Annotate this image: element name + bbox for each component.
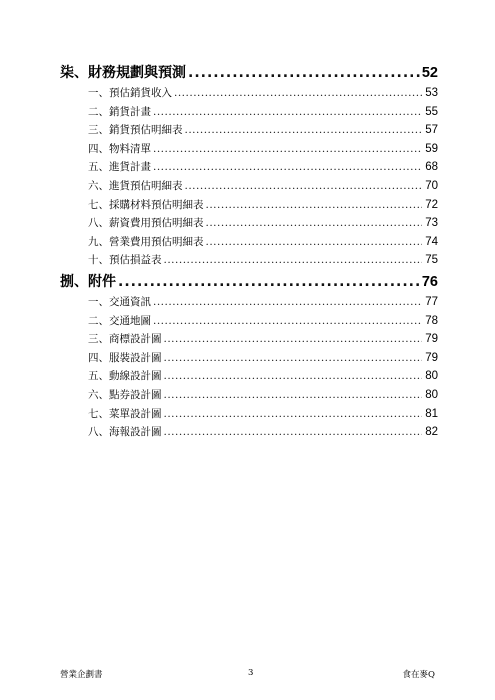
- table-of-contents: [60, 62, 438, 443]
- entry-label: 三、商標設計圖: [88, 333, 162, 346]
- dot-leader: [153, 143, 422, 155]
- dot-leader: [164, 426, 423, 438]
- dot-leader: [206, 236, 423, 248]
- footer-page-number: 3: [248, 668, 254, 678]
- toc-entry[interactable]: [60, 313, 438, 332]
- section-page-number: 52: [421, 65, 438, 81]
- dot-leader: [153, 315, 422, 327]
- toc-entry[interactable]: [60, 141, 438, 160]
- dot-leader: [188, 65, 420, 81]
- toc-entry[interactable]: [60, 178, 438, 197]
- dot-leader: [164, 408, 423, 420]
- entry-page-number: 82: [425, 426, 438, 439]
- entry-label: 七、採購材料預估明細表: [88, 198, 204, 211]
- dot-leader: [153, 296, 422, 308]
- entry-label: 一、預估銷貨收入: [88, 87, 172, 99]
- toc-entry[interactable]: [60, 331, 438, 350]
- dot-leader: [118, 274, 420, 290]
- entry-label: 八、海報設計圖: [88, 426, 162, 439]
- entry-label: 十、預估損益表: [88, 254, 162, 267]
- dot-leader: [164, 333, 423, 345]
- dot-leader: [185, 124, 423, 136]
- toc-entry[interactable]: [60, 234, 438, 253]
- section-title: 捌、附件: [60, 273, 116, 290]
- toc-entry[interactable]: [60, 215, 438, 234]
- toc-entry[interactable]: [60, 424, 438, 443]
- footer-document-title: 營業企劃書: [60, 670, 103, 680]
- entry-page-number: 80: [425, 370, 438, 383]
- entry-page-number: 77: [425, 295, 438, 308]
- entry-label: 八、薪資費用預估明細表: [88, 217, 204, 230]
- entry-page-number: 73: [425, 217, 438, 230]
- entry-label: 六、進貨預估明細表: [88, 179, 183, 192]
- dot-leader: [185, 180, 423, 192]
- entry-page-number: 78: [425, 314, 438, 327]
- entry-label: 三、銷貨預估明細表: [88, 124, 183, 137]
- toc-entry[interactable]: [60, 197, 438, 216]
- dot-leader: [174, 87, 422, 99]
- entry-label: 一、交通資訊: [88, 295, 151, 308]
- toc-entry[interactable]: [60, 122, 438, 141]
- toc-entry[interactable]: [60, 252, 438, 271]
- toc-entry[interactable]: [60, 85, 438, 104]
- toc-entry[interactable]: [60, 406, 438, 425]
- entry-page-number: 81: [425, 407, 438, 420]
- entry-label: 四、服裝設計圖: [88, 351, 162, 364]
- dot-leader: [206, 199, 423, 211]
- dot-leader: [153, 106, 422, 118]
- entry-page-number: 79: [425, 333, 438, 346]
- page-footer: [60, 668, 435, 682]
- entry-page-number: 55: [425, 105, 438, 118]
- entry-label: 四、物料清單: [88, 142, 151, 155]
- entry-page-number: 53: [425, 87, 438, 99]
- entry-label: 二、交通地圖: [88, 314, 151, 327]
- entry-page-number: 75: [425, 254, 438, 267]
- entry-label: 七、菜單設計圖: [88, 407, 162, 420]
- entry-page-number: 79: [425, 351, 438, 364]
- entry-label: 二、銷貨計畫: [88, 105, 151, 118]
- section-title: 柒、財務規劃與預測: [60, 65, 186, 81]
- toc-entry[interactable]: [60, 159, 438, 178]
- toc-entry[interactable]: [60, 368, 438, 387]
- dot-leader: [164, 254, 423, 266]
- entry-page-number: 68: [425, 161, 438, 174]
- entry-page-number: 57: [425, 124, 438, 137]
- dot-leader: [164, 370, 423, 382]
- dot-leader: [206, 217, 423, 229]
- entry-label: 五、動線設計圖: [88, 370, 162, 383]
- entry-page-number: 59: [425, 142, 438, 155]
- entry-page-number: 70: [425, 179, 438, 192]
- entry-page-number: 74: [425, 235, 438, 248]
- toc-section-finance[interactable]: [60, 62, 438, 85]
- entry-label: 六、點券設計圖: [88, 388, 162, 401]
- entry-label: 九、營業費用預估明細表: [88, 235, 204, 248]
- section-page-number: 76: [421, 273, 438, 290]
- toc-entry[interactable]: [60, 350, 438, 369]
- dot-leader: [153, 161, 422, 173]
- dot-leader: [164, 389, 423, 401]
- toc-entry[interactable]: [60, 387, 438, 406]
- footer-brand-name: 食在麥Q: [402, 670, 435, 680]
- toc-entry[interactable]: [60, 294, 438, 313]
- entry-page-number: 72: [425, 198, 438, 211]
- dot-leader: [164, 352, 423, 364]
- entry-label: 五、進貨計畫: [88, 161, 151, 174]
- toc-entry[interactable]: [60, 104, 438, 123]
- toc-section-appendix[interactable]: [60, 271, 438, 294]
- entry-page-number: 80: [425, 388, 438, 401]
